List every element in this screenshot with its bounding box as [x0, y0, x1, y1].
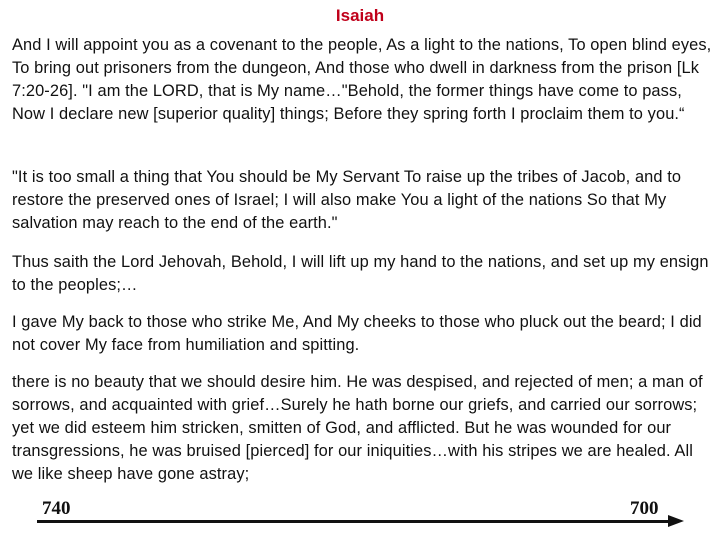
timeline-line: [37, 520, 670, 523]
paragraph-back: I gave My back to those who strike Me, And My cheeks to those who pluck out the beard; I did not cover My face from humiliation and spitting.: [12, 313, 702, 354]
page-title: Isaiah: [335, 6, 385, 25]
paragraph-servant: "It is too small a thing that You should be My Servant To raise up the tribes of Jacob, and to restore the preserved ones of Israel; I will also make You a light of the nations So that My salvation may reach to the end of the earth.": [12, 168, 682, 232]
timeline-end-label: 700: [630, 498, 659, 519]
timeline: [0, 496, 720, 536]
paragraph-sorrows: there is no beauty that we should desire him. He was despised, and rejected of men; a man of sorrows, and acquainted with grief…Surely he hath borne our griefs, and carried our sorrows; yet we did esteem him stricken, smitten of God, and afflicted. But he was wounded for our transgressions, he was bruised [pierced] for our iniquities…with his stripes we are healed. All we like sheep have gone astray;: [12, 373, 703, 483]
timeline-start-label: 740: [42, 498, 71, 519]
paragraph-covenant: And I will appoint you as a covenant to the people, As a light to the nations, To open blind eyes, To bring out prisoners from the dungeon, And those who dwell in darkness from the prison [Lk 7:20-26]. "I am the LORD, that is My name…"Behold, the former things have come to pass, Now I declare new [superior quality] things; Before they spring forth I proclaim them to you.“: [12, 36, 712, 123]
timeline-arrow-icon: [668, 515, 684, 527]
paragraph-ensign: Thus saith the Lord Jehovah, Behold, I will lift up my hand to the nations, and set up my ensign to the peoples;…: [12, 253, 709, 294]
